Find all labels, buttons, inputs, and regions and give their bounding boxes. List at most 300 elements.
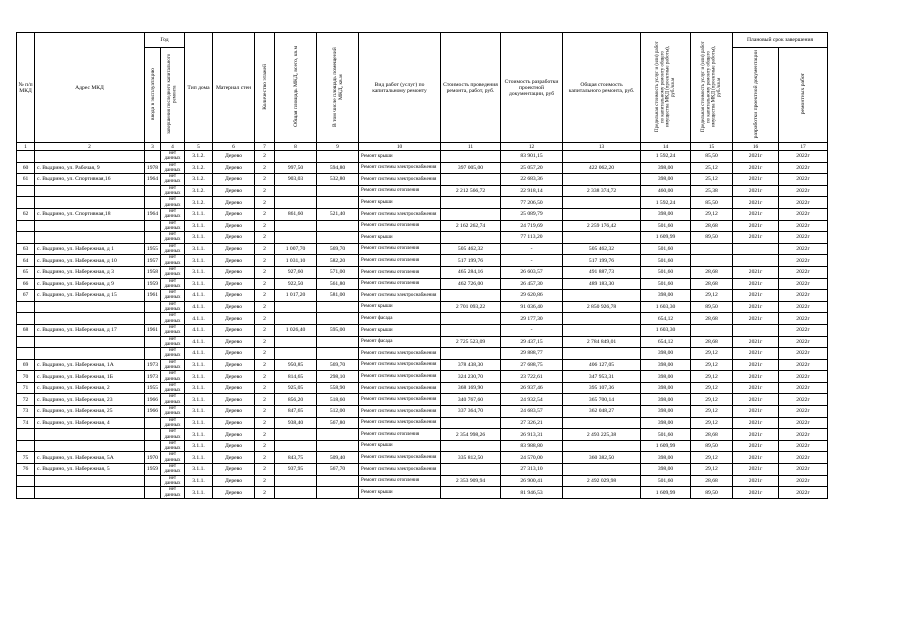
table-cell-c12: 29 888,77 [501, 348, 563, 360]
table-cell-c17: 2022г [779, 429, 828, 441]
header-limit-cost-design: Предельная стоимость услуг и (или) работ по капитальному ремонту общего имущества МКД (проектные работы), руб./кв.м [691, 33, 733, 143]
table-cell-c7: 2 [255, 406, 275, 418]
table-cell-c8: 922,50 [275, 278, 317, 290]
table-cell-c7: 2 [255, 452, 275, 464]
table-cell-c15 [691, 243, 733, 255]
table-cell-c12: 26 913,31 [501, 429, 563, 441]
table-row [17, 487, 828, 499]
table-cell-c6: Дерево [213, 266, 255, 278]
table-cell-c3: 1961 [145, 324, 161, 336]
column-number-row [17, 143, 828, 151]
table-cell-c8: 861,60 [275, 208, 317, 220]
table-cell-c11: 2 725 523,09 [441, 336, 501, 348]
table-cell-c15: 28,68 [691, 266, 733, 278]
table-cell-c17: 2022г [779, 151, 828, 163]
table-row [17, 232, 828, 244]
table-cell-c3 [145, 185, 161, 197]
table-cell-c13 [563, 208, 641, 220]
table-cell-c3 [145, 336, 161, 348]
table-cell-c4: нет данных [161, 406, 185, 418]
table-cell-c12: 91 036,40 [501, 301, 563, 313]
table-cell-c16 [733, 324, 779, 336]
table-cell-c1 [17, 232, 35, 244]
table-cell-c5: 3.1.1. [185, 406, 213, 418]
table-cell-c17: 2022г [779, 452, 828, 464]
table-cell-c14: 398,00 [641, 208, 691, 220]
table-cell-c10: Ремонт системы электроснабжения [359, 290, 441, 302]
table-cell-c2: с. Выдрино, ул. Рабочая, 9 [35, 162, 145, 174]
table-cell-c1: 66 [17, 278, 35, 290]
table-cell-c12: 26 937,46 [501, 382, 563, 394]
table-cell-c11: 465 284,16 [441, 266, 501, 278]
table-cell-c17: 2022г [779, 406, 828, 418]
table-cell-c8 [275, 487, 317, 499]
table-cell-c11 [441, 290, 501, 302]
table-cell-c12: 22 918,14 [501, 185, 563, 197]
table-cell-c2: с. Выдрино, ул. Набережная, 25 [35, 406, 145, 418]
table-cell-c2 [35, 185, 145, 197]
column-number: 9 [317, 143, 359, 151]
table-cell-c8: 938,40 [275, 417, 317, 429]
table-cell-c9 [317, 197, 359, 209]
table-cell-c7: 2 [255, 464, 275, 476]
table-cell-c14: 501,60 [641, 255, 691, 267]
table-cell-c5: 3.1.2. [185, 162, 213, 174]
header-total-cost: Общая стоимость капитального ремонта, руб. [563, 33, 641, 143]
table-cell-c6: Дерево [213, 290, 255, 302]
table-cell-c14: 501,60 [641, 278, 691, 290]
table-cell-c9: 558,90 [317, 382, 359, 394]
table-cell-c5: 3.1.1. [185, 266, 213, 278]
table-cell-c4: нет данных [161, 243, 185, 255]
table-cell-c4: нет данных [161, 475, 185, 487]
table-row [17, 290, 828, 302]
table-row [17, 452, 828, 464]
table-cell-c14: 654,12 [641, 313, 691, 325]
table-cell-c15: 28,68 [691, 336, 733, 348]
table-cell-c2: с. Выдрино, ул. Набережная, д 1 [35, 243, 145, 255]
table-row [17, 162, 828, 174]
table-cell-c5: 3.1.1. [185, 464, 213, 476]
table-cell-c14: 1 592,24 [641, 151, 691, 163]
table-cell-c14: 1 603,30 [641, 301, 691, 313]
table-cell-c13 [563, 174, 641, 186]
table-cell-c1: 67 [17, 290, 35, 302]
table-cell-c7: 2 [255, 324, 275, 336]
table-cell-c13: 2 784 849,01 [563, 336, 641, 348]
table-cell-c3 [145, 197, 161, 209]
column-number: 13 [563, 143, 641, 151]
table-cell-c7: 2 [255, 197, 275, 209]
table-cell-c10: Ремонт системы электроснабжения [359, 174, 441, 186]
table-cell-c17: 2022г [779, 464, 828, 476]
table-cell-c11: 2 701 093,22 [441, 301, 501, 313]
table-cell-c13: 360 382,50 [563, 452, 641, 464]
table-cell-c13 [563, 151, 641, 163]
table-cell-c15: 28,68 [691, 278, 733, 290]
table-cell-c17: 2022г [779, 301, 828, 313]
table-cell-c8 [275, 475, 317, 487]
table-cell-c12: 77 206,50 [501, 197, 563, 209]
table-cell-c7: 2 [255, 429, 275, 441]
table-cell-c3: 1964 [145, 174, 161, 186]
table-cell-c3: 1964 [145, 208, 161, 220]
column-number: 4 [161, 143, 185, 151]
column-number: 10 [359, 143, 441, 151]
table-row [17, 185, 828, 197]
table-cell-c2: с. Выдрино, ул. Набережная, 1А [35, 359, 145, 371]
table-cell-c12: 25 057,20 [501, 162, 563, 174]
table-cell-c17: 2022г [779, 290, 828, 302]
table-cell-c9: 298,10 [317, 371, 359, 383]
table-cell-c1: 63 [17, 243, 35, 255]
table-cell-c8: 1 017,20 [275, 290, 317, 302]
table-cell-c11: 368 169,90 [441, 382, 501, 394]
table-row [17, 313, 828, 325]
table-cell-c6: Дерево [213, 301, 255, 313]
table-cell-c1: 69 [17, 359, 35, 371]
table-cell-c8: 847,65 [275, 406, 317, 418]
table-cell-c4: нет данных [161, 301, 185, 313]
table-cell-c16: 2021г [733, 208, 779, 220]
header-commission-year: ввода в эксплуатацию [145, 48, 161, 143]
table-cell-c3 [145, 440, 161, 452]
table-cell-c15: 29,12 [691, 290, 733, 302]
table-cell-c9: 509,40 [317, 452, 359, 464]
table-cell-c13: 347 953,31 [563, 371, 641, 383]
header-address: Адрес МКД [35, 33, 145, 143]
table-cell-c11: 2 162 262,74 [441, 220, 501, 232]
table-cell-c9: 582,20 [317, 255, 359, 267]
table-cell-c11 [441, 417, 501, 429]
table-cell-c13: 491 887,73 [563, 266, 641, 278]
table-cell-c3: 1959 [145, 464, 161, 476]
table-cell-c9 [317, 348, 359, 360]
table-cell-c3: 1958 [145, 266, 161, 278]
table-cell-c7: 2 [255, 243, 275, 255]
table-cell-c2 [35, 301, 145, 313]
table-cell-c5: 3.1.1. [185, 243, 213, 255]
table-cell-c15: 28,68 [691, 429, 733, 441]
table-cell-c16: 2021г [733, 359, 779, 371]
table-cell-c10: Ремонт крыши [359, 151, 441, 163]
table-cell-c12: 27 313,10 [501, 464, 563, 476]
table-cell-c4: нет данных [161, 197, 185, 209]
table-cell-c9 [317, 487, 359, 499]
table-cell-c12: 83 988,80 [501, 440, 563, 452]
table-cell-c2 [35, 487, 145, 499]
table-cell-c4: нет данных [161, 255, 185, 267]
table-cell-c8 [275, 429, 317, 441]
table-row [17, 301, 828, 313]
table-cell-c10: Ремонт крыши [359, 301, 441, 313]
table-cell-c1: 64 [17, 255, 35, 267]
header-year-group: Год [145, 33, 185, 48]
table-cell-c14: 398,00 [641, 162, 691, 174]
table-cell-c13: 422 062,20 [563, 162, 641, 174]
table-cell-c14: 398,00 [641, 348, 691, 360]
table-cell-c6: Дерево [213, 197, 255, 209]
table-cell-c8: 950,85 [275, 359, 317, 371]
table-cell-c5: 3.1.2. [185, 197, 213, 209]
table-cell-c9: 569,70 [317, 243, 359, 255]
table-cell-c4: нет данных [161, 452, 185, 464]
table-cell-c2: с. Выдрино, ул. Набережная, д 9 [35, 278, 145, 290]
table-cell-c5: 4.1.1. [185, 313, 213, 325]
table-cell-c14: 501,60 [641, 475, 691, 487]
table-row [17, 243, 828, 255]
table-cell-c9 [317, 232, 359, 244]
table-cell-c10: Ремонт системы отопления [359, 243, 441, 255]
table-cell-c17: 2022г [779, 197, 828, 209]
table-cell-c5: 4.1.1. [185, 324, 213, 336]
table-cell-c14: 398,00 [641, 406, 691, 418]
table-cell-c15: 29,12 [691, 371, 733, 383]
table-cell-c3: 1973 [145, 371, 161, 383]
table-cell-c9: 512,00 [317, 406, 359, 418]
table-cell-c3: 1966 [145, 394, 161, 406]
table-cell-c15: 29,12 [691, 406, 733, 418]
table-cell-c16: 2021г [733, 336, 779, 348]
table-cell-c8: 843,75 [275, 452, 317, 464]
table-cell-c1 [17, 313, 35, 325]
table-cell-c8: 937,95 [275, 464, 317, 476]
table-cell-c5: 3.1.1. [185, 417, 213, 429]
table-cell-c10: Ремонт системы электроснабжения [359, 162, 441, 174]
table-cell-c2: с. Выдрино, ул. Набережная, 1Б [35, 371, 145, 383]
table-cell-c17: 2022г [779, 487, 828, 499]
table-cell-c3 [145, 417, 161, 429]
table-cell-c15: 29,12 [691, 208, 733, 220]
table-cell-c2 [35, 220, 145, 232]
table-cell-c13: 2 259 176,42 [563, 220, 641, 232]
table-cell-c5: 3.1.1. [185, 371, 213, 383]
table-cell-c4: нет данных [161, 151, 185, 163]
table-cell-c15 [691, 255, 733, 267]
table-row [17, 382, 828, 394]
table-cell-c3 [145, 313, 161, 325]
table-cell-c2: с. Выдрино, ул. Набережная, 5 [35, 464, 145, 476]
table-cell-c14: 398,00 [641, 290, 691, 302]
header-total-area: Общая площадь МКД, всего, кв.м [275, 33, 317, 143]
header-house-type: Тип дома [185, 33, 213, 143]
table-cell-c15: 28,68 [691, 475, 733, 487]
table-cell-c9: 567,80 [317, 417, 359, 429]
table-cell-c13: 2 493 225,38 [563, 429, 641, 441]
table-cell-c10: Ремонт фасада [359, 313, 441, 325]
table-row [17, 208, 828, 220]
table-cell-c1 [17, 197, 35, 209]
table-cell-c6: Дерево [213, 475, 255, 487]
table-cell-c5: 3.1.1. [185, 394, 213, 406]
table-row [17, 278, 828, 290]
table-cell-c16: 2021г [733, 301, 779, 313]
table-cell-c1 [17, 429, 35, 441]
table-cell-c2 [35, 475, 145, 487]
column-number: 5 [185, 143, 213, 151]
table-cell-c1 [17, 336, 35, 348]
table-cell-c7: 2 [255, 290, 275, 302]
table-cell-c17: 2022г [779, 324, 828, 336]
table-cell-c6: Дерево [213, 382, 255, 394]
table-cell-c15 [691, 324, 733, 336]
table-cell-c9: 569,70 [317, 359, 359, 371]
table-cell-c10: Ремонт крыши [359, 440, 441, 452]
table-cell-c10: Ремонт системы отопления [359, 185, 441, 197]
table-cell-c8: 927,60 [275, 266, 317, 278]
table-cell-c16: 2021г [733, 394, 779, 406]
table-cell-c17: 2022г [779, 417, 828, 429]
table-cell-c15: 28,68 [691, 220, 733, 232]
table-cell-c1: 62 [17, 208, 35, 220]
table-cell-c7: 2 [255, 174, 275, 186]
table-cell-c13: 505 462,32 [563, 243, 641, 255]
header-premises-area: В том числе площадь помещений МКД, кв.м [317, 33, 359, 143]
table-cell-c4: нет данных [161, 313, 185, 325]
table-cell-c8 [275, 440, 317, 452]
table-cell-c9: 571,00 [317, 266, 359, 278]
table-cell-c2 [35, 151, 145, 163]
table-cell-c13 [563, 487, 641, 499]
table-cell-c13: 489 183,30 [563, 278, 641, 290]
table-cell-c6: Дерево [213, 151, 255, 163]
table-cell-c15: 29,12 [691, 348, 733, 360]
table-cell-c4: нет данных [161, 290, 185, 302]
table-cell-c14: 1 609,99 [641, 487, 691, 499]
table-cell-c14: 1 603,30 [641, 324, 691, 336]
table-cell-c5: 3.1.1. [185, 429, 213, 441]
table-cell-c14: 398,00 [641, 371, 691, 383]
table-cell-c2 [35, 440, 145, 452]
table-cell-c13: 517 199,76 [563, 255, 641, 267]
table-cell-c14: 460,00 [641, 185, 691, 197]
table-cell-c1: 76 [17, 464, 35, 476]
table-cell-c7: 2 [255, 475, 275, 487]
table-cell-c13 [563, 324, 641, 336]
table-cell-c14: 398,00 [641, 452, 691, 464]
table-cell-c9 [317, 440, 359, 452]
table-cell-c6: Дерево [213, 162, 255, 174]
table-cell-c13 [563, 290, 641, 302]
table-cell-c14: 501,60 [641, 243, 691, 255]
table-cell-c13 [563, 232, 641, 244]
table-cell-c4: нет данных [161, 208, 185, 220]
table-cell-c13: 2 338 374,72 [563, 185, 641, 197]
table-cell-c11 [441, 440, 501, 452]
table-cell-c3: 1970 [145, 452, 161, 464]
table-cell-c13: 406 127,05 [563, 359, 641, 371]
table-cell-c16: 2021г [733, 313, 779, 325]
table-cell-c1: 65 [17, 266, 35, 278]
table-cell-c8 [275, 301, 317, 313]
table-cell-c6: Дерево [213, 440, 255, 452]
table-cell-c3: 1957 [145, 255, 161, 267]
table-cell-c1: 60 [17, 162, 35, 174]
table-cell-c15: 85,50 [691, 151, 733, 163]
table-cell-c5: 3.1.1. [185, 382, 213, 394]
table-cell-c7: 2 [255, 417, 275, 429]
table-row [17, 475, 828, 487]
table-cell-c5: 3.1.1. [185, 440, 213, 452]
column-number: 11 [441, 143, 501, 151]
table-cell-c3: 1955 [145, 243, 161, 255]
table-cell-c11 [441, 313, 501, 325]
header-wall-material: Материал стен [213, 33, 255, 143]
table-cell-c2: с. Выдрино, ул. Набережная, д 3 [35, 266, 145, 278]
table-cell-c5: 4.1.1. [185, 290, 213, 302]
table-cell-c1: 68 [17, 324, 35, 336]
table-cell-c3: 1978 [145, 162, 161, 174]
table-cell-c2: с. Выдрино, ул. Набережная, д 15 [35, 290, 145, 302]
table-cell-c7: 2 [255, 313, 275, 325]
table-cell-c8 [275, 336, 317, 348]
table-cell-c12: - [501, 324, 563, 336]
table-cell-c17: 2022г [779, 382, 828, 394]
table-cell-c9: 567,70 [317, 464, 359, 476]
table-cell-c11 [441, 151, 501, 163]
table-cell-c3: 1955 [145, 382, 161, 394]
table-cell-c7: 2 [255, 278, 275, 290]
table-cell-c16: 2021г [733, 220, 779, 232]
table-cell-c14: 398,00 [641, 417, 691, 429]
table-cell-c4: нет данных [161, 348, 185, 360]
table-cell-c3 [145, 301, 161, 313]
table-cell-c12: 29 177,30 [501, 313, 563, 325]
table-cell-c1: 74 [17, 417, 35, 429]
table-cell-c13: 395 107,36 [563, 382, 641, 394]
table-cell-c9: 521,40 [317, 208, 359, 220]
column-number: 16 [733, 143, 779, 151]
table-cell-c5: 3.1.1. [185, 208, 213, 220]
header-plan-works: ремонтных работ [779, 48, 828, 143]
table-cell-c11: 505 462,32 [441, 243, 501, 255]
table-cell-c17: 2022г [779, 220, 828, 232]
table-cell-c9 [317, 301, 359, 313]
table-cell-c15: 85,50 [691, 197, 733, 209]
column-number: 6 [213, 143, 255, 151]
table-cell-c2: с. Выдрино, ул. Набережная, 23 [35, 394, 145, 406]
table-cell-c15: 25,12 [691, 162, 733, 174]
table-cell-c8: 997,50 [275, 162, 317, 174]
table-cell-c7: 2 [255, 220, 275, 232]
table-cell-c10: Ремонт системы электроснабжения [359, 359, 441, 371]
table-cell-c7: 2 [255, 348, 275, 360]
table-cell-c16: 2021г [733, 290, 779, 302]
table-cell-c16: 2021г [733, 417, 779, 429]
table-cell-c12: 24 683,57 [501, 406, 563, 418]
table-cell-c10: Ремонт системы электроснабжения [359, 382, 441, 394]
table-row [17, 255, 828, 267]
table-cell-c15: 89,50 [691, 440, 733, 452]
table-cell-c17: 2022г [779, 348, 828, 360]
table-cell-c16: 2021г [733, 348, 779, 360]
table-cell-c11: 2 354 998,26 [441, 429, 501, 441]
table-cell-c17: 2022г [779, 174, 828, 186]
table-cell-c12: 27 688,75 [501, 359, 563, 371]
table-cell-c2 [35, 232, 145, 244]
table-cell-c16: 2021г [733, 429, 779, 441]
table-cell-c11 [441, 487, 501, 499]
table-cell-c4: нет данных [161, 266, 185, 278]
table-cell-c17: 2022г [779, 266, 828, 278]
table-cell-c16: 2021г [733, 151, 779, 163]
table-cell-c1: 70 [17, 371, 35, 383]
table-cell-c5: 3.1.1. [185, 475, 213, 487]
table-cell-c2: с. Выдрино, ул. Набережная, д 17 [35, 324, 145, 336]
table-cell-c7: 2 [255, 394, 275, 406]
table-cell-c8 [275, 220, 317, 232]
table-cell-c13: 2 850 926,78 [563, 301, 641, 313]
